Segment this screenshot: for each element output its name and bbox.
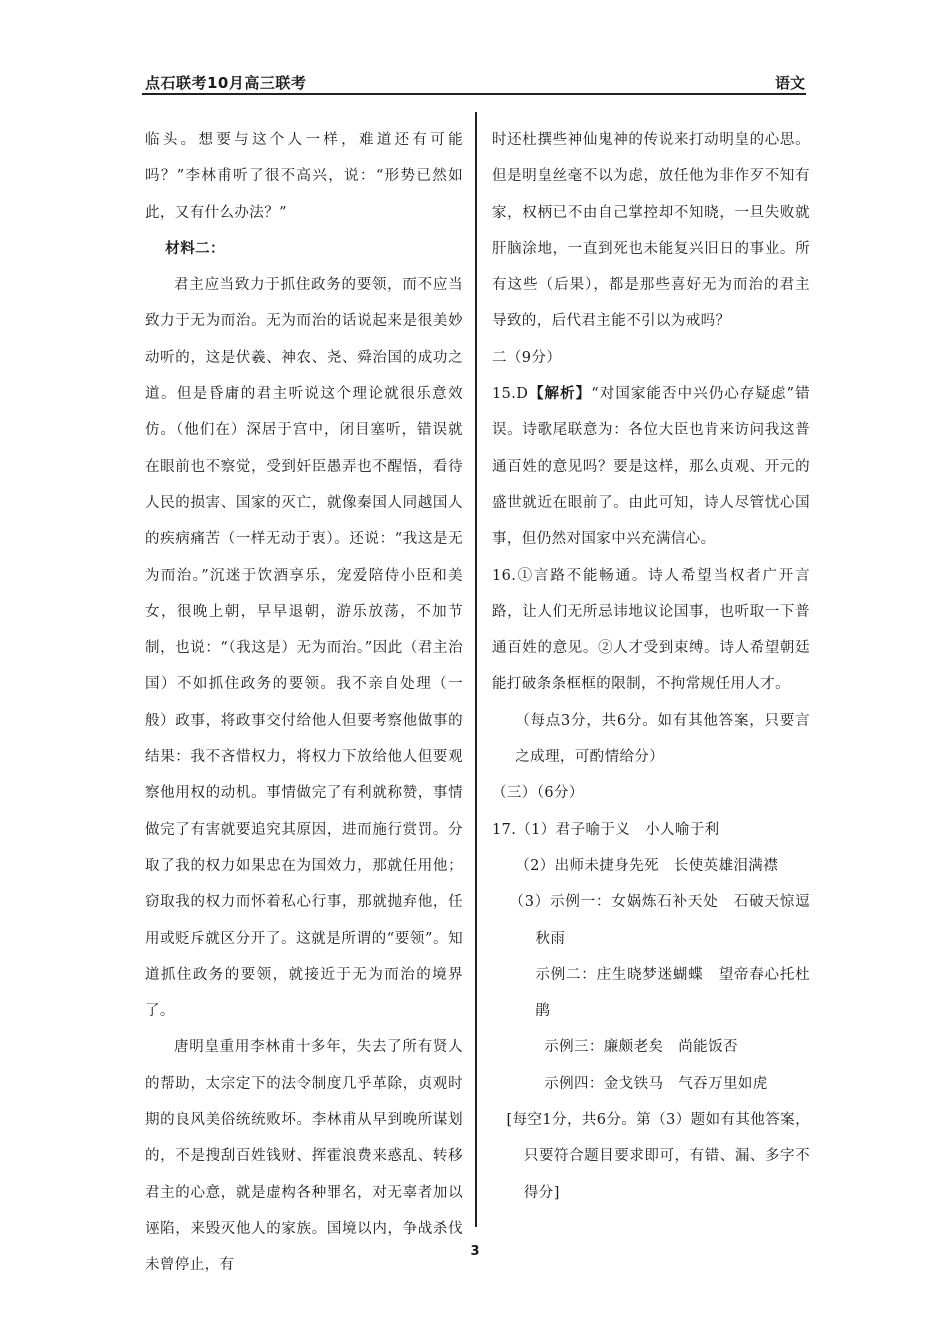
q17-scoring-note: [每空1分，共6分。第（3）题如有其他答案，只要符合题目要求即可，有错、漏、多字不得分]: [506, 1112, 810, 1201]
header-rule: [142, 93, 806, 95]
section-2-heading: 二（9分）: [492, 349, 562, 366]
section-3-heading: （三）（6分）: [492, 785, 584, 802]
header-title: 点石联考10月高三联考: [145, 74, 307, 92]
q17-part-1: 17.（1）君子喻于义 小人喻于利: [492, 821, 720, 838]
q15-text: “对国家能否中兴仍心存疑虑”错误。诗歌尾联意为：各位大臣也肯来访问我这普通百姓的意见吗？要是这样，那么贞观、开元的盛世就近在眼前了。由此可知，诗人尽管忧心国事，但仍然对国家中兴充满信心。: [492, 386, 810, 548]
left-paragraph-1: 临头。想要与这个人一样，难道还有可能吗？”李林甫听了很不高兴，说：“形势已然如此，又有什么办法？”: [145, 132, 463, 221]
q17-part-3-example-3: 示例三：廉颇老矣 尚能饭否: [544, 1039, 738, 1056]
q16-scoring-note: （每点3分，共6分。如有其他答案，只要言之成理，可酌情给分）: [515, 712, 810, 766]
column-divider: [475, 112, 477, 1227]
left-paragraph-2: 君主应当致力于抓住政务的要领，而不应当致力于无为而治。无为而治的话说起来是很美妙动听的，这是伏羲、神农、尧、舜治国的成功之道。但是昏庸的君主听说这个理论就很乐意效仿。（他们在）深居于宫中，闭目塞听，错误就在眼前也不察觉，受到奸臣愚弄也不醒悟，看待人民的损害、国家的灭亡，就像秦国人同越国人的疾病痛苦（一样无动于衷）。还说：“我这是无为而治。”沉迷于饮酒享乐，宠爱陪侍小臣和美女，很晚上朝，早早退朝，游乐放荡，不加节制，也说：“（我这是）无为而治。”因此（君主治国）不如抓住政务的要领。我不亲自处理（一般）政事，将政事交付给他人但要考察他做事的结果：我不吝惜权力，将权力下放给他人但要观察他用权的动机。事情做完了有利就称赞，事情做完了有害就要追究其原因，进而施行赏罚。分取了我的权力如果忠在为国效力，那就任用他；窃取我的权力而怀着私心行事，那就抛弃他，任用或贬斥就区分开了。这就是所谓的“要领”。知道抓住政务的要领，就接近于无为而治的境界了。: [145, 277, 463, 1020]
left-paragraph-3: 唐明皇重用李林甫十多年，失去了所有贤人的帮助，太宗定下的法令制度几乎革除，贞观时期的良风美俗统统败坏。李林甫从早到晚所谋划的，不是搜刮百姓钱财、挥霍浪费来惑乱、转移君主的心意，就是虚构各种罪名，对无辜者加以诬陷，来毁灭他人的家族。国境以内，争战杀伐未曾停止，有: [145, 1039, 463, 1274]
left-column: [145, 122, 463, 1284]
right-paragraph-1: 时还杜撰些神仙鬼神的传说来打动明皇的心思。但是明皇丝毫不以为虑，放任他为非作歹不知有家，权柄已不由自己掌控却不知晓，一旦失败就肝脑涂地，一直到死也未能复兴旧日的事业。所有这些（后果），都是那些喜好无为而治的君主导致的，后代君主能不引以为戒吗？: [492, 132, 810, 330]
q15-label: 15.D: [492, 386, 529, 403]
header-subject: 语文: [774, 74, 805, 92]
q17-part-3-example-4: 示例四：金戈铁马 气吞万里如虎: [544, 1075, 768, 1092]
q15-analysis-tag: 【解析】: [528, 385, 592, 403]
material2-heading: 材料二：: [165, 239, 225, 257]
question-15: [492, 376, 810, 557]
q17-part-3-example-2: 示例二：庄生晓梦迷蝴蝶 望帝春心托杜鹃: [535, 966, 810, 1020]
q17-part-3-example-1: （3）示例一：女娲炼石补天处 石破天惊逗秋雨: [509, 894, 810, 947]
question-16: 16.①言路不能畅通。诗人希望当权者广开言路，让人们无所忌讳地议论国事，也听取一下普通百姓的意见。②人才受到束缚。诗人希望朝廷能打破条条框框的限制，不拘常规任用人才。: [492, 567, 810, 693]
q17-part-2: （2）出师未捷身先死 长使英雄泪满襟: [515, 857, 779, 874]
page-number: 3: [470, 1244, 480, 1259]
right-column: [492, 122, 810, 1211]
